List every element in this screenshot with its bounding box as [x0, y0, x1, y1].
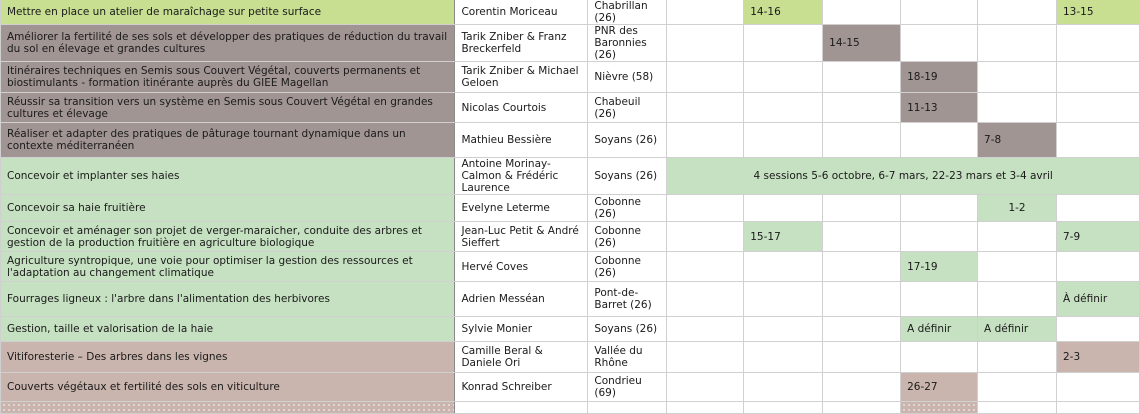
training-title: Concevoir et aménager son projet de verger-maraicher, conduite des arbres et gestion de la production fruitière en agriculture biologique — [1, 222, 455, 252]
session-cell — [901, 25, 978, 62]
session-cell — [823, 195, 901, 222]
session-cell — [823, 317, 901, 342]
session-dates-merged: 4 sessions 5-6 octobre, 6-7 mars, 22-23 mars et 3-4 avril — [667, 158, 1140, 195]
session-cell — [978, 62, 1057, 93]
session-cell: A définir — [901, 317, 978, 342]
trainer-names: Adrien Messéan — [455, 282, 588, 317]
trainer-names: Sylvie Monier — [455, 317, 588, 342]
session-cell — [667, 282, 744, 317]
session-cell — [901, 0, 978, 25]
session-cell — [823, 93, 901, 123]
session-cell — [1057, 252, 1140, 282]
training-title: Mettre en place un atelier de maraîchage sur petite surface — [1, 0, 455, 25]
training-title: Couverts végétaux et fertilité des sols en viticulture — [1, 373, 455, 402]
session-cell: 17-19 — [901, 252, 978, 282]
training-title: Concevoir et implanter ses haies — [1, 158, 455, 195]
session-cell — [744, 93, 823, 123]
session-cell — [978, 93, 1057, 123]
table-row — [1, 282, 1140, 317]
session-cell: A définir — [978, 317, 1057, 342]
table-row — [1, 402, 1140, 414]
session-cell — [744, 123, 823, 158]
table-row — [1, 195, 1140, 222]
session-cell — [667, 317, 744, 342]
session-cell: 18-19 — [901, 62, 978, 93]
table-row — [1, 25, 1140, 62]
trainer-names: Nicolas Courtois — [455, 93, 588, 123]
training-title: Réussir sa transition vers un système en Semis sous Couvert Végétal en grandes cultures et élevage — [1, 93, 455, 123]
session-cell — [823, 0, 901, 25]
location: Soyans (26) — [588, 123, 667, 158]
session-cell: 14-15 — [823, 25, 901, 62]
session-cell — [823, 252, 901, 282]
trainer-names: Hervé Coves — [455, 252, 588, 282]
session-cell — [978, 252, 1057, 282]
session-cell — [1057, 317, 1140, 342]
trainer-names — [455, 402, 588, 414]
session-cell — [978, 402, 1057, 414]
session-cell — [667, 195, 744, 222]
location: Pont-de-Barret (26) — [588, 282, 667, 317]
table-row — [1, 62, 1140, 93]
location: Cobonne (26) — [588, 222, 667, 252]
trainer-names: Jean-Luc Petit & André Sieffert — [455, 222, 588, 252]
session-cell — [667, 0, 744, 25]
training-title: Itinéraires techniques en Semis sous Couvert Végétal, couverts permanents et biostimulants - formation itinérante auprès du GIEE Magellan — [1, 62, 455, 93]
table-row — [1, 317, 1140, 342]
session-cell — [823, 373, 901, 402]
training-title: Vitiforesterie – Des arbres dans les vignes — [1, 342, 455, 373]
session-cell — [823, 123, 901, 158]
training-title: Agriculture syntropique, une voie pour optimiser la gestion des ressources et l'adaptation au changement climatique — [1, 252, 455, 282]
session-cell — [823, 62, 901, 93]
session-cell — [978, 373, 1057, 402]
session-cell: 2-3 — [1057, 342, 1140, 373]
session-cell — [667, 93, 744, 123]
session-cell: 7-8 — [978, 123, 1057, 158]
location: PNR des Baronnies (26) — [588, 25, 667, 62]
trainer-names: Konrad Schreiber — [455, 373, 588, 402]
location: Cobonne (26) — [588, 252, 667, 282]
training-title: Fourrages ligneux : l'arbre dans l'alimentation des herbivores — [1, 282, 455, 317]
session-cell — [744, 62, 823, 93]
session-cell — [744, 195, 823, 222]
session-cell — [667, 222, 744, 252]
training-title: Réaliser et adapter des pratiques de pâturage tournant dynamique dans un contexte méditerranéen — [1, 123, 455, 158]
session-cell: 7-9 — [1057, 222, 1140, 252]
session-cell — [667, 402, 744, 414]
session-cell — [823, 282, 901, 317]
session-cell — [978, 282, 1057, 317]
session-cell — [978, 222, 1057, 252]
session-cell — [744, 282, 823, 317]
table-row — [1, 123, 1140, 158]
session-cell: À définir — [1057, 282, 1140, 317]
training-title: Améliorer la fertilité de ses sols et développer des pratiques de réduction du travail du sol en élevage et grandes cultures — [1, 25, 455, 62]
trainer-names: Tarik Zniber & Michael Geloen — [455, 62, 588, 93]
location: Soyans (26) — [588, 158, 667, 195]
session-cell — [1057, 93, 1140, 123]
session-cell — [978, 342, 1057, 373]
session-cell — [744, 342, 823, 373]
session-cell — [1057, 373, 1140, 402]
location: Nièvre (58) — [588, 62, 667, 93]
training-title — [1, 402, 455, 414]
session-cell — [667, 373, 744, 402]
session-cell — [823, 222, 901, 252]
session-cell — [901, 342, 978, 373]
session-cell — [744, 373, 823, 402]
session-cell — [901, 402, 978, 414]
session-cell — [901, 222, 978, 252]
session-cell — [667, 123, 744, 158]
session-cell — [667, 252, 744, 282]
session-cell — [1057, 123, 1140, 158]
session-cell — [744, 317, 823, 342]
session-cell — [744, 252, 823, 282]
table-row — [1, 342, 1140, 373]
session-cell — [823, 402, 901, 414]
location: Chabeuil (26) — [588, 93, 667, 123]
location: Condrieu (69) — [588, 373, 667, 402]
table-row — [1, 158, 1140, 195]
session-cell — [744, 25, 823, 62]
session-cell — [1057, 402, 1140, 414]
trainer-names: Antoine Morinay-Calmon & Frédéric Laurence — [455, 158, 588, 195]
session-cell — [667, 25, 744, 62]
session-cell: 14-16 — [744, 0, 823, 25]
session-cell: 15-17 — [744, 222, 823, 252]
table-row — [1, 0, 1140, 25]
training-title: Gestion, taille et valorisation de la haie — [1, 317, 455, 342]
session-cell — [667, 62, 744, 93]
session-cell: 26-27 — [901, 373, 978, 402]
session-cell — [1057, 195, 1140, 222]
location — [588, 402, 667, 414]
session-cell: 1-2 — [978, 195, 1057, 222]
session-cell — [901, 195, 978, 222]
table-row — [1, 373, 1140, 402]
session-cell — [667, 342, 744, 373]
session-cell — [1057, 25, 1140, 62]
trainer-names: Tarik Zniber & Franz Breckerfeld — [455, 25, 588, 62]
location: Chabrillan (26) — [588, 0, 667, 25]
session-cell — [823, 342, 901, 373]
session-cell: 11-13 — [901, 93, 978, 123]
trainer-names: Corentin Moriceau — [455, 0, 588, 25]
trainer-names: Mathieu Bessière — [455, 123, 588, 158]
table-row — [1, 222, 1140, 252]
training-title: Concevoir sa haie fruitière — [1, 195, 455, 222]
session-cell — [978, 0, 1057, 25]
session-cell — [901, 282, 978, 317]
session-cell: 13-15 — [1057, 0, 1140, 25]
table-row — [1, 93, 1140, 123]
session-cell — [744, 402, 823, 414]
trainer-names: Camille Beral & Daniele Ori — [455, 342, 588, 373]
session-cell — [1057, 62, 1140, 93]
location: Soyans (26) — [588, 317, 667, 342]
location: Vallée du Rhône — [588, 342, 667, 373]
session-cell — [901, 123, 978, 158]
session-cell — [978, 25, 1057, 62]
table-row — [1, 252, 1140, 282]
location: Cobonne (26) — [588, 195, 667, 222]
trainer-names: Evelyne Leterme — [455, 195, 588, 222]
